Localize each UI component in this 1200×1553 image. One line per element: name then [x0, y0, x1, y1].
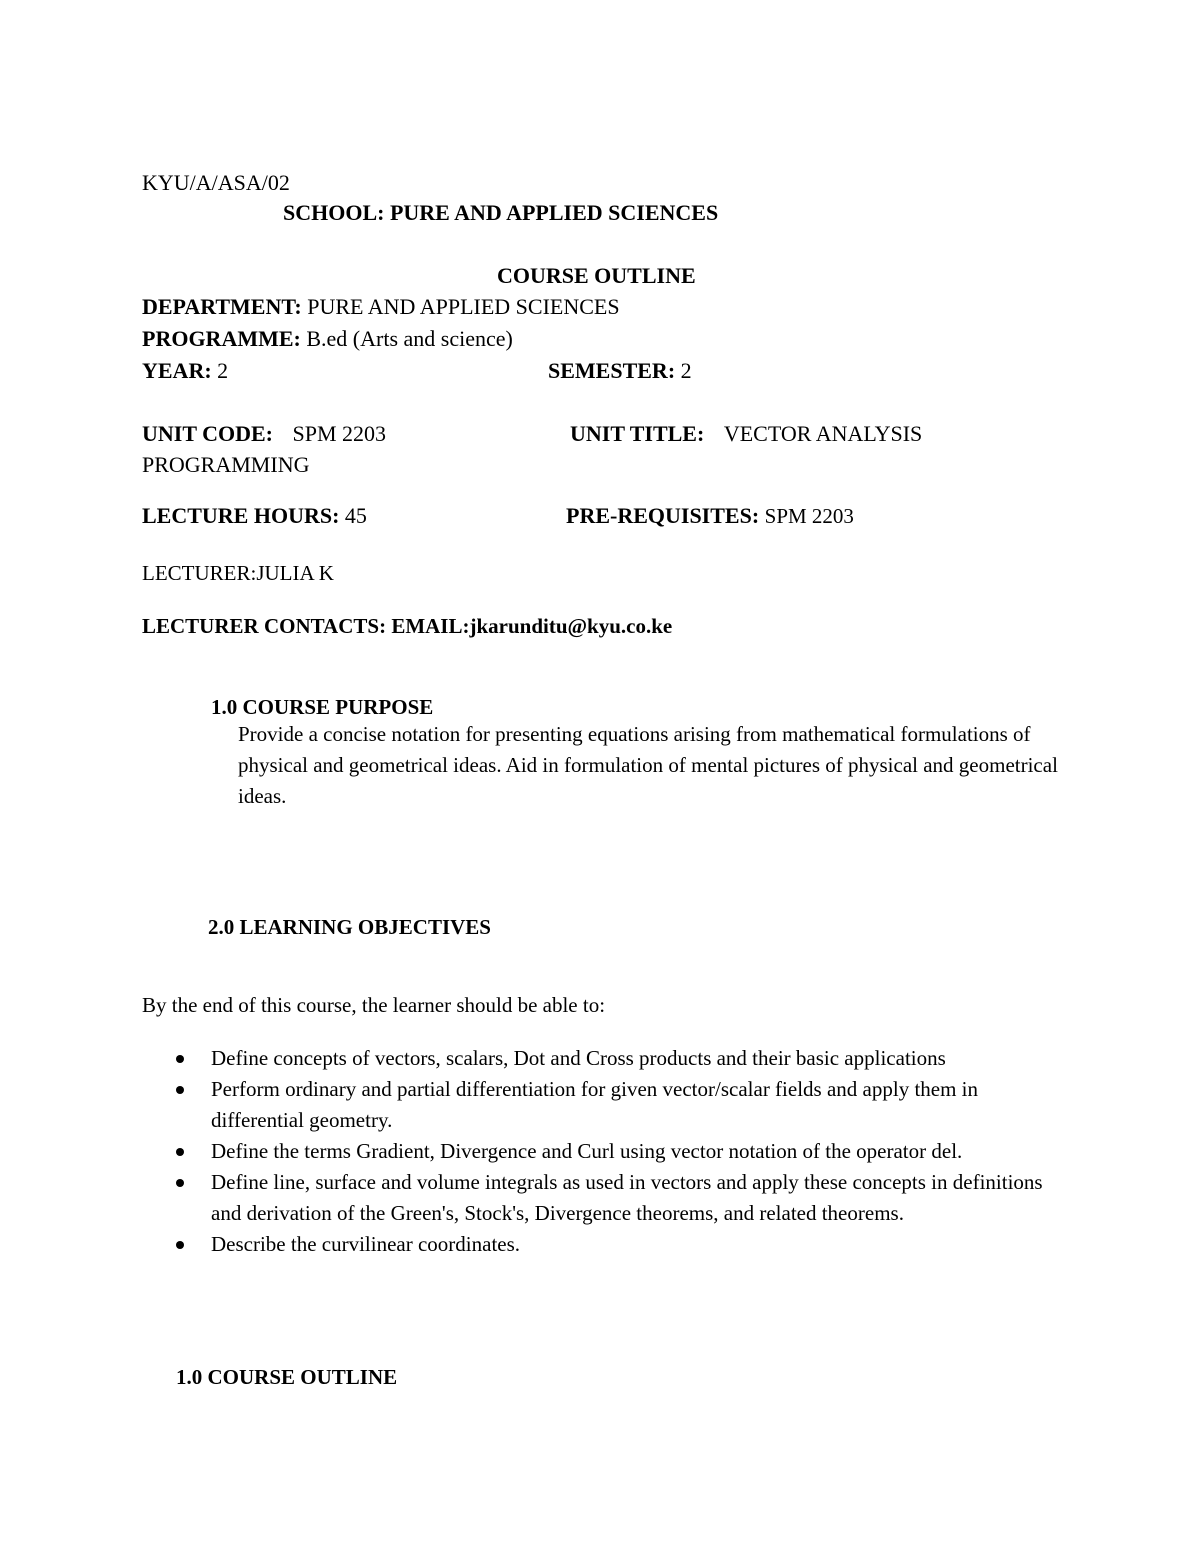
prerequisites-label: PRE-REQUISITES:	[566, 503, 760, 528]
objectives-list	[172, 1043, 1072, 1260]
lecturer-value: JULIA K	[256, 561, 334, 585]
lecture-hours-row	[142, 505, 367, 527]
prerequisites-row	[566, 505, 854, 527]
programme-value: B.ed (Arts and science)	[306, 326, 513, 351]
year-label: YEAR:	[142, 358, 212, 383]
lecturer-contacts-label: LECTURER CONTACTS: EMAIL:	[142, 614, 470, 638]
lecture-hours-label: LECTURE HOURS:	[142, 503, 340, 528]
department-row	[142, 296, 620, 318]
lecturer-contacts-row	[142, 616, 672, 637]
department-label: DEPARTMENT:	[142, 294, 302, 319]
unit-title-value: VECTOR ANALYSIS	[723, 421, 923, 446]
list-item	[172, 1074, 1072, 1136]
page-title: COURSE OUTLINE	[497, 263, 696, 288]
list-item	[172, 1167, 1072, 1229]
lecturer-row	[142, 563, 334, 584]
unit-code-label: UNIT CODE:	[142, 421, 274, 446]
semester-label: SEMESTER:	[548, 358, 676, 383]
unit-code-value: SPM 2203	[292, 421, 387, 446]
unit-code-row	[142, 423, 386, 445]
objective-text: Describe the curvilinear coordinates.	[211, 1232, 521, 1256]
bullet-icon	[176, 1055, 184, 1063]
bullet-icon	[176, 1086, 184, 1094]
objective-text: Define line, surface and volume integrals as used in vectors and apply these concepts in definitions and derivation of the Green's, Stock's, Divergence theorems, and related theorems.	[211, 1170, 1043, 1225]
learning-objectives-heading: 2.0 LEARNING OBJECTIVES	[208, 915, 491, 939]
year-value: 2	[217, 358, 229, 383]
objective-text: Perform ordinary and partial differentiation for given vector/scalar fields and apply them in differential geometry.	[211, 1077, 979, 1132]
semester-row	[548, 360, 692, 382]
semester-value: 2	[680, 358, 692, 383]
school-heading: SCHOOL: PURE AND APPLIED SCIENCES	[283, 200, 719, 225]
prerequisites-value: SPM 2203	[764, 504, 854, 528]
objective-text: Define the terms Gradient, Divergence and Curl using vector notation of the operator del.	[211, 1139, 963, 1163]
list-item	[172, 1043, 1072, 1074]
list-item	[172, 1136, 1072, 1167]
course-purpose-text: Provide a concise notation for presenting equations arising from mathematical formulations of physical and geometrical ideas. Aid in formulation of mental pictures of physical and geometrical ideas.	[238, 722, 1058, 808]
unit-title-label: UNIT TITLE:	[570, 421, 705, 446]
objective-text: Define concepts of vectors, scalars, Dot and Cross products and their basic applications	[211, 1046, 946, 1070]
programme-label: PROGRAMME:	[142, 326, 301, 351]
course-purpose-heading: 1.0 COURSE PURPOSE	[211, 695, 434, 719]
department-value: PURE AND APPLIED SCIENCES	[307, 294, 620, 319]
unit-title-continued: PROGRAMMING	[142, 452, 310, 477]
course-outline-heading: 1.0 COURSE OUTLINE	[176, 1365, 398, 1389]
lecturer-email: jkarunditu@kyu.co.ke	[469, 614, 673, 638]
document-reference-code: KYU/A/ASA/02	[142, 170, 290, 195]
bullet-icon	[176, 1241, 184, 1249]
lecture-hours-value: 45	[344, 503, 367, 528]
bullet-icon	[176, 1179, 184, 1187]
unit-title-row	[570, 423, 922, 445]
year-row	[142, 360, 228, 382]
list-item	[172, 1229, 1072, 1260]
objectives-intro: By the end of this course, the learner should be able to:	[142, 993, 606, 1017]
programme-row	[142, 328, 513, 350]
bullet-icon	[176, 1148, 184, 1156]
lecturer-label: LECTURER:	[142, 561, 257, 585]
